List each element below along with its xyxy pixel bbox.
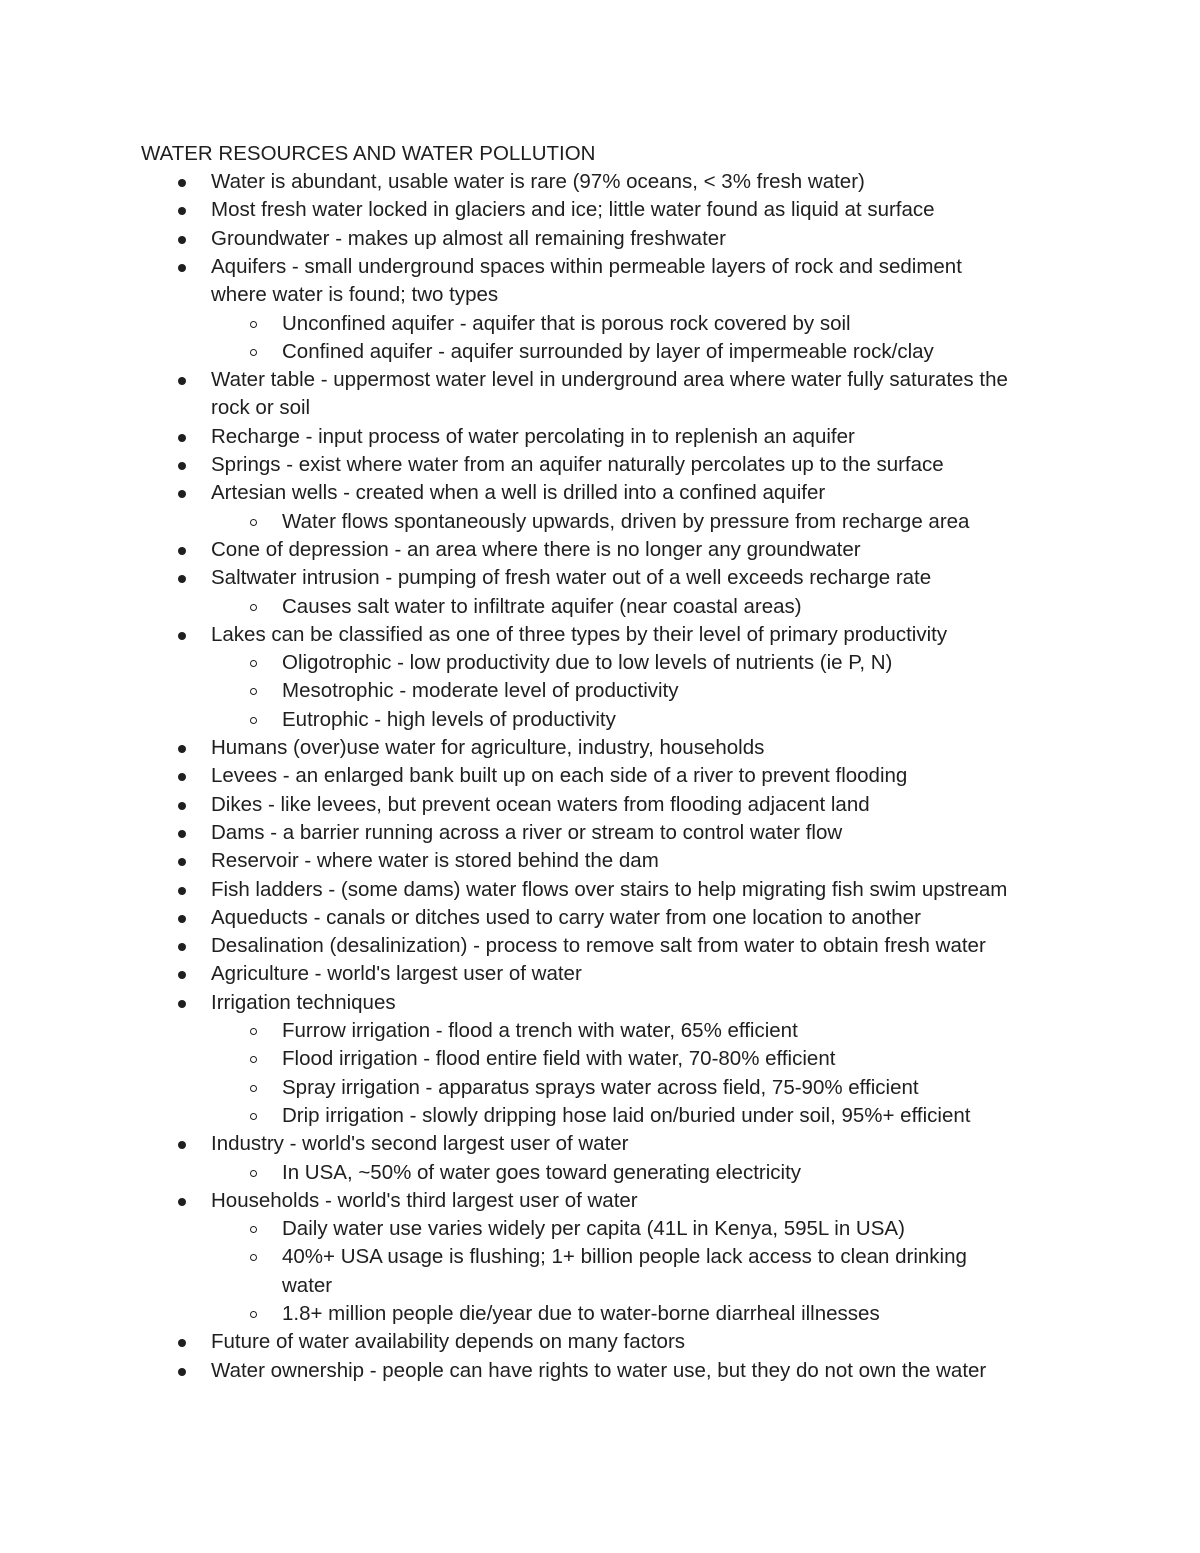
- disc-bullet-icon: [178, 773, 186, 781]
- disc-bullet-icon: [178, 462, 186, 470]
- list-item: [211, 847, 659, 876]
- disc-bullet-icon: [178, 490, 186, 498]
- list-item-text: Dams - a barrier running across a river or stream to control water flow: [211, 820, 843, 844]
- circle-bullet-icon: [250, 1085, 257, 1092]
- list-item: [211, 168, 865, 197]
- list-item-text: Lakes can be classified as one of three types by their level of primary productivity: [211, 622, 948, 646]
- list-item-text: Water ownership - people can have rights to water use, but they do not own the water: [211, 1358, 987, 1382]
- list-item: [211, 1187, 638, 1216]
- circle-bullet-icon: [250, 717, 257, 724]
- list-item: [211, 225, 726, 254]
- disc-bullet-icon: [178, 1198, 186, 1206]
- list-item-text: Unconfined aquifer - aquifer that is porous rock covered by soil: [282, 311, 851, 335]
- list-item-text: Spray irrigation - apparatus sprays water across field, 75-90% efficient: [282, 1075, 919, 1099]
- list-item-text: Eutrophic - high levels of productivity: [282, 707, 616, 731]
- list-item-text: Water table - uppermost water level in underground area where water fully saturates the: [211, 368, 1008, 392]
- disc-bullet-icon: [178, 264, 186, 272]
- list-item-text: 1.8+ million people die/year due to water-borne diarrheal illnesses: [282, 1302, 880, 1325]
- list-item-text: Oligotrophic - low productivity due to low levels of nutrients (ie P, N): [282, 651, 893, 675]
- list-item: [282, 508, 969, 537]
- list-item-text: Fish ladders - (some dams) water flows over stairs to help migrating fish swim upstream: [211, 877, 1008, 901]
- list-item: [211, 960, 582, 989]
- list-item-text: Aqueducts - canals or ditches used to carry water from one location to another: [211, 905, 921, 929]
- list-item-text: Furrow irrigation - flood a trench with water, 65% efficient: [282, 1019, 798, 1042]
- list-item-text: Springs - exist where water from an aquifer naturally percolates up to the surface: [211, 453, 944, 476]
- list-item-text: 40%+ USA usage is flushing; 1+ billion people lack access to clean drinking: [282, 1245, 967, 1269]
- disc-bullet-icon: [178, 802, 186, 810]
- list-item: [282, 310, 851, 339]
- disc-bullet-icon: [178, 179, 186, 187]
- list-item-continuation: [211, 394, 310, 423]
- list-item: [211, 253, 962, 282]
- disc-bullet-icon: [178, 915, 186, 923]
- disc-bullet-icon: [178, 434, 186, 442]
- list-item: [211, 564, 931, 593]
- list-item-text: In USA, ~50% of water goes toward generating electricity: [282, 1160, 802, 1184]
- circle-bullet-icon: [250, 1056, 257, 1063]
- disc-bullet-icon: [178, 1339, 186, 1347]
- list-item: [282, 593, 802, 622]
- circle-bullet-icon: [250, 321, 257, 328]
- list-item-text: water: [282, 1273, 333, 1297]
- circle-bullet-icon: [250, 519, 257, 526]
- disc-bullet-icon: [178, 1141, 186, 1149]
- list-item: [282, 1074, 919, 1103]
- list-item-text: Irrigation techniques: [211, 990, 396, 1014]
- list-item-text: Cone of depression - an area where there is no longer any groundwater: [211, 537, 861, 561]
- circle-bullet-icon: [250, 349, 257, 356]
- list-item-text: Water is abundant, usable water is rare (97% oceans, < 3% fresh water): [211, 170, 865, 193]
- list-item: [211, 196, 935, 225]
- list-item: [282, 677, 679, 706]
- list-item-text: Humans (over)use water for agriculture, industry, households: [211, 736, 765, 759]
- list-item: [211, 366, 1008, 395]
- circle-bullet-icon: [250, 1311, 257, 1318]
- list-item-text: Industry - world's second largest user of water: [211, 1132, 629, 1156]
- list-item-text: Causes salt water to infiltrate aquifer (near coastal areas): [282, 594, 802, 618]
- document-title: WATER RESOURCES AND WATER POLLUTION: [141, 142, 596, 165]
- list-item-text: Recharge - input process of water percolating in to replenish an aquifer: [211, 424, 855, 448]
- list-item-text: Future of water availability depends on many factors: [211, 1330, 686, 1354]
- list-item-text: Aquifers - small underground spaces within permeable layers of rock and sediment: [211, 254, 962, 278]
- list-item: [211, 536, 861, 565]
- circle-bullet-icon: [250, 1254, 257, 1261]
- list-item-text: Groundwater - makes up almost all remaining freshwater: [211, 226, 726, 250]
- list-item-text: Water flows spontaneously upwards, driven by pressure from recharge area: [282, 509, 970, 533]
- list-item: [211, 1130, 629, 1159]
- list-item: [211, 932, 986, 961]
- list-item: [211, 819, 842, 848]
- list-item-text: Drip irrigation - slowly dripping hose laid on/buried under soil, 95%+ efficient: [282, 1103, 971, 1127]
- disc-bullet-icon: [178, 575, 186, 583]
- list-item-text: rock or soil: [211, 396, 311, 420]
- list-item-text: Flood irrigation - flood entire field with water, 70-80% efficient: [282, 1047, 836, 1071]
- disc-bullet-icon: [178, 207, 186, 215]
- list-item: [211, 876, 1007, 905]
- list-item: [282, 1017, 798, 1046]
- list-item-text: Desalination (desalinization) - process to remove salt from water to obtain fresh water: [211, 934, 986, 958]
- list-item: [282, 1159, 801, 1188]
- list-item-text: Saltwater intrusion - pumping of fresh water out of a well exceeds recharge rate: [211, 566, 932, 590]
- disc-bullet-icon: [178, 1368, 186, 1376]
- circle-bullet-icon: [250, 688, 257, 695]
- list-item: [211, 734, 764, 763]
- disc-bullet-icon: [178, 547, 186, 555]
- list-item: [211, 1328, 685, 1357]
- list-item: [211, 423, 855, 452]
- disc-bullet-icon: [178, 858, 186, 866]
- disc-bullet-icon: [178, 830, 186, 838]
- list-item: [211, 621, 947, 650]
- list-item-text: Levees - an enlarged bank built up on each side of a river to prevent flooding: [211, 764, 908, 788]
- disc-bullet-icon: [178, 377, 186, 385]
- list-item: [211, 791, 870, 820]
- list-item-text: Households - world's third largest user of water: [211, 1188, 638, 1212]
- list-item: [211, 989, 396, 1018]
- list-item-text: Mesotrophic - moderate level of productivity: [282, 679, 679, 703]
- list-item: [282, 1300, 880, 1329]
- disc-bullet-icon: [178, 971, 186, 979]
- list-item: [211, 479, 825, 508]
- disc-bullet-icon: [178, 632, 186, 640]
- disc-bullet-icon: [178, 236, 186, 244]
- list-item-text: Daily water use varies widely per capita (41L in Kenya, 595L in USA): [282, 1217, 905, 1241]
- disc-bullet-icon: [178, 745, 186, 753]
- circle-bullet-icon: [250, 1028, 257, 1035]
- list-item-text: Reservoir - where water is stored behind the dam: [211, 849, 659, 873]
- list-item: [211, 451, 944, 480]
- list-item-text: Dikes - like levees, but prevent ocean waters from flooding adjacent land: [211, 792, 870, 816]
- list-item: [282, 338, 934, 367]
- circle-bullet-icon: [250, 604, 257, 611]
- list-item: [282, 1045, 835, 1074]
- list-item-continuation: [282, 1272, 332, 1301]
- list-item-continuation: [211, 281, 498, 310]
- circle-bullet-icon: [250, 1113, 257, 1120]
- list-item: [282, 706, 616, 735]
- list-item: [211, 1357, 986, 1386]
- list-item: [282, 1102, 970, 1131]
- list-item-text: where water is found; two types: [211, 283, 499, 307]
- disc-bullet-icon: [178, 1000, 186, 1008]
- list-item-text: Agriculture - world's largest user of water: [211, 962, 582, 986]
- list-item: [282, 649, 892, 678]
- circle-bullet-icon: [250, 1226, 257, 1233]
- list-item: [211, 762, 907, 791]
- circle-bullet-icon: [250, 660, 257, 667]
- circle-bullet-icon: [250, 1170, 257, 1177]
- list-item-text: Confined aquifer - aquifer surrounded by layer of impermeable rock/clay: [282, 339, 934, 363]
- list-item: [211, 904, 921, 933]
- list-item: [282, 1243, 967, 1272]
- disc-bullet-icon: [178, 887, 186, 895]
- list-item-text: Artesian wells - created when a well is drilled into a confined aquifer: [211, 481, 826, 505]
- disc-bullet-icon: [178, 943, 186, 951]
- list-item-text: Most fresh water locked in glaciers and ice; little water found as liquid at surface: [211, 198, 935, 222]
- list-item: [282, 1215, 905, 1244]
